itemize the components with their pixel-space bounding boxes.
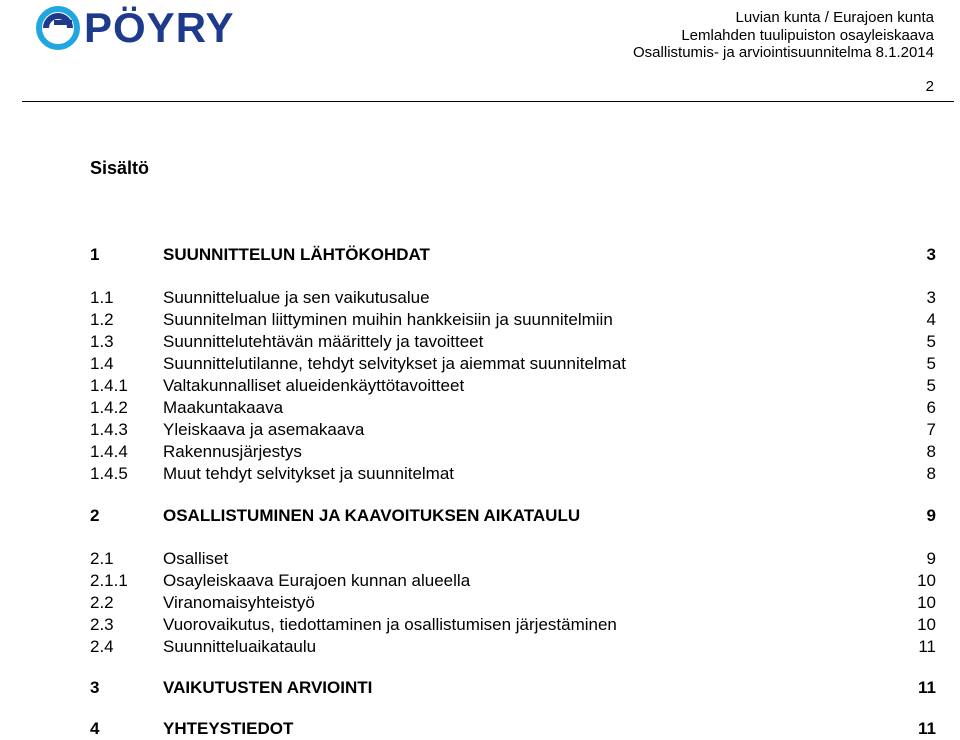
toc-entry-number: 2.2	[90, 593, 114, 612]
toc-entry-label: Suunnittelutehtävän määrittely ja tavoitteet	[163, 332, 484, 351]
toc-entry-label: Maakuntakaava	[163, 398, 284, 417]
toc-entry-page: 7	[926, 420, 936, 439]
toc-entry[interactable]	[90, 441, 936, 463]
toc-entry[interactable]	[90, 636, 936, 658]
toc-entry-number: 1.2	[90, 310, 114, 329]
toc-entry-number: 1.1	[90, 288, 114, 307]
toc-entry[interactable]	[90, 375, 936, 397]
toc-entry-label: Vuorovaikutus, tiedottaminen ja osallistumisen järjestäminen	[163, 615, 617, 634]
toc-entry-number: 1.4.5	[90, 464, 128, 483]
toc-entry-page: 10	[917, 615, 936, 634]
toc-entry-page: 3	[926, 245, 936, 264]
toc-entry-page: 5	[926, 354, 936, 373]
toc-entry-page: 9	[926, 506, 936, 525]
toc-entry-label: Osayleiskaava Eurajoen kunnan alueella	[163, 571, 471, 590]
toc-entry-label: Valtakunnalliset alueidenkäyttötavoitteet	[163, 376, 465, 395]
toc-entry[interactable]	[90, 570, 936, 592]
toc-entry-page: 10	[917, 571, 936, 590]
toc-entry-number: 1.4.2	[90, 398, 128, 417]
header-plan-name: Lemlahden tuulipuiston osayleiskaava	[681, 26, 934, 44]
brand-name: PÖYRY	[84, 4, 235, 51]
toc-entry-label: Suunnittelualue ja sen vaikutusalue	[163, 288, 430, 307]
toc-entry-number: 1.4	[90, 354, 114, 373]
toc-entry-number: 3	[90, 678, 100, 697]
toc-entry-number: 2	[90, 506, 100, 525]
toc-entry-page: 8	[926, 442, 936, 461]
toc-entry-label: OSALLISTUMINEN JA KAAVOITUKSEN AIKATAULU	[163, 506, 581, 525]
toc-entry-number: 1.4.1	[90, 376, 128, 395]
toc-entry-page: 11	[918, 719, 936, 738]
toc-entry-label: VAIKUTUSTEN ARVIOINTI	[163, 678, 373, 697]
toc-entry-page: 6	[926, 398, 936, 417]
header-municipality: Luvian kunta / Eurajoen kunta	[735, 9, 934, 26]
toc-entry-label: Rakennusjärjestys	[163, 442, 302, 461]
toc-entry[interactable]	[90, 592, 936, 614]
toc-entry[interactable]	[90, 331, 936, 353]
toc-entry-page: 10	[917, 593, 936, 612]
toc-entry-label: Muut tehdyt selvitykset ja suunnitelmat	[163, 464, 455, 483]
toc-entry[interactable]	[90, 463, 936, 485]
toc-entry[interactable]	[90, 614, 936, 636]
toc-entry-number: 1.3	[90, 332, 114, 351]
toc-entry-number: 2.1	[90, 549, 114, 568]
toc-entry-number: 2.4	[90, 637, 114, 656]
toc-entry[interactable]	[90, 548, 936, 570]
page-number: 2	[925, 78, 934, 95]
header-document-title: Osallistumis- ja arviointisuunnitelma 8.1.2014	[633, 44, 934, 61]
toc-entry-label: Suunnittelutilanne, tehdyt selvitykset ja aiemmat suunnitelmat	[163, 354, 627, 373]
toc-entry[interactable]	[90, 397, 936, 419]
toc-entry-label: Yleiskaava ja asemakaava	[163, 420, 365, 439]
toc-entry[interactable]	[90, 287, 936, 309]
toc-entry-number: 2.3	[90, 615, 114, 634]
toc-entry[interactable]	[90, 309, 936, 331]
toc-entry-label: Osalliset	[163, 549, 229, 568]
toc-entry-number: 4	[90, 719, 100, 738]
toc-entry-label: Viranomaisyhteistyö	[163, 593, 315, 612]
toc-entry-number: 1.4.3	[90, 420, 128, 439]
toc-entry-page: 5	[926, 376, 936, 395]
toc-entry-label: Suunnitteluaikataulu	[163, 637, 317, 656]
toc-entry[interactable]	[90, 505, 936, 527]
toc-entry-label: SUUNNITTELUN LÄHTÖKOHDAT	[163, 245, 430, 264]
toc-entry[interactable]	[90, 419, 936, 441]
toc-entry-label: YHTEYSTIEDOT	[163, 719, 294, 738]
toc-entry-number: 2.1.1	[90, 571, 128, 590]
toc-entry-page: 5	[926, 332, 936, 351]
toc-entry-page: 8	[926, 464, 936, 483]
toc-entry[interactable]	[90, 677, 936, 699]
table-of-contents	[90, 0, 936, 738]
toc-entry[interactable]	[90, 353, 936, 375]
toc-entry-page: 3	[926, 288, 936, 307]
toc-entry-page: 9	[926, 549, 936, 568]
toc-entry[interactable]	[90, 244, 936, 266]
toc-entry-page: 4	[926, 310, 936, 329]
toc-entry-page: 11	[918, 678, 936, 697]
poyry-ring-icon	[36, 6, 80, 50]
toc-entry-number: 1	[90, 245, 100, 264]
toc-entry-label: Suunnitelman liittyminen muihin hankkeisiin ja suunnitelmiin	[163, 310, 613, 329]
toc-entry-number: 1.4.4	[90, 442, 128, 461]
toc-entry-page: 11	[918, 637, 936, 656]
toc-title: Sisältö	[90, 158, 150, 178]
toc-entry[interactable]	[90, 718, 936, 740]
